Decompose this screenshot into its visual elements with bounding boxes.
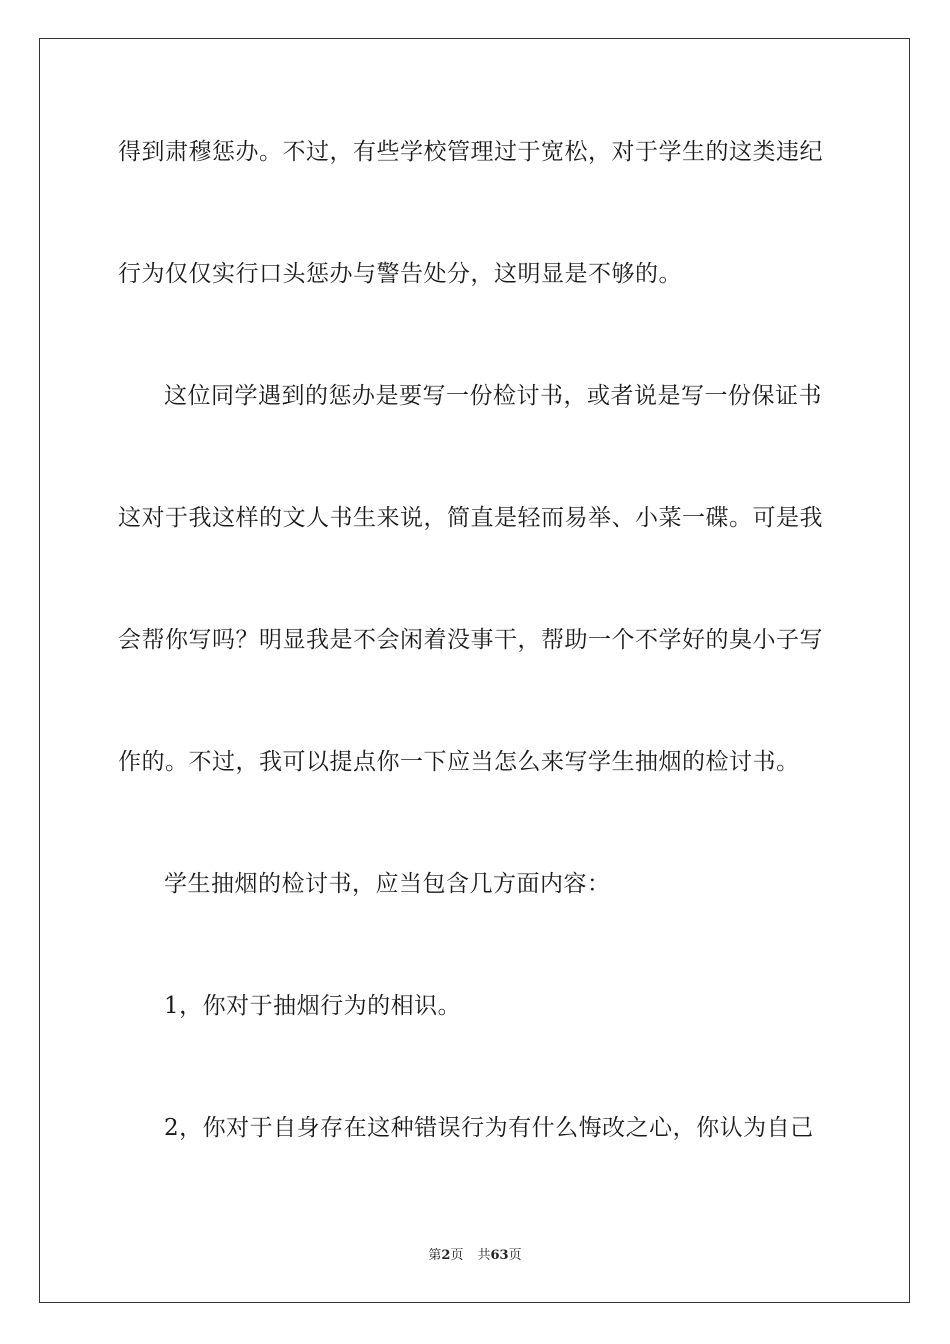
body-line-9: 2，你对于自身存在这种错误行为有什么悔改之心，你认为自己 [164,1115,814,1141]
body-line-5: 会帮你写吗？明显我是不会闲着没事干，帮助一个不学好的臭小子写 [118,627,823,653]
footer-page-prefix: 第 [428,1248,442,1263]
body-line-6: 作的。不过，我可以提点你一下应当怎么来写学生抽烟的检讨书。 [118,749,800,775]
body-line-4: 这对于我这样的文人书生来说，简直是轻而易举、小菜一碟。可是我 [118,505,823,531]
body-line-8: 1，你对于抽烟行为的相识。 [164,993,462,1019]
body-line-7: 学生抽烟的检讨书，应当包含几方面内容： [164,871,611,897]
footer-page-suffix: 页 [450,1248,464,1263]
footer-page-number: 2 [441,1248,451,1263]
footer-total-prefix: 共 [477,1248,491,1263]
body-line-3: 这位同学遇到的惩办是要写一份检讨书，或者说是写一份保证书 [164,383,822,409]
page-footer [0,1247,950,1265]
body-line-2: 行为仅仅实行口头惩办与警告处分，这明显是不够的。 [118,261,682,287]
body-line-1: 得到肃穆惩办。不过，有些学校管理过于宽松，对于学生的这类违纪 [118,139,823,165]
footer-total-suffix: 页 [508,1248,522,1263]
footer-total-pages: 63 [490,1248,509,1263]
